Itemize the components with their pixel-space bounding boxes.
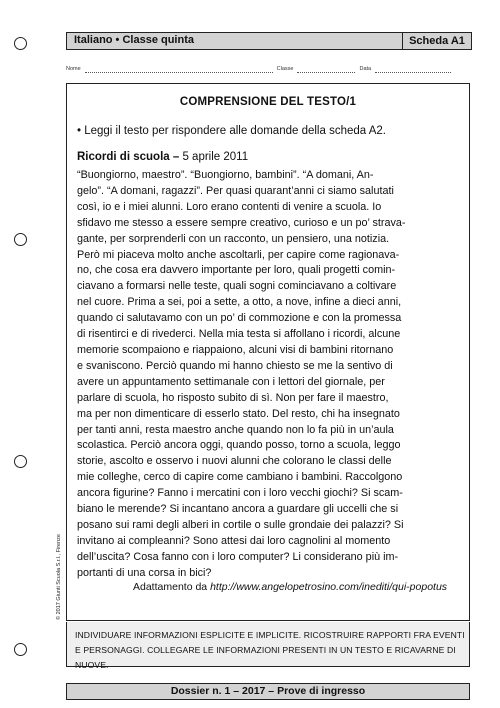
story-line: biano le merende? Si incantano ancora a guardare gli uccelli che si <box>77 503 399 516</box>
story-heading <box>77 151 248 163</box>
story-line: ciavano a formarsi nelle teste, quali sogni cominciavano a coltivare <box>77 280 397 293</box>
story-line: invitano ai compleanni? Sono attesi dai loro cagnolini al momento <box>77 534 391 547</box>
story-line: gante, per sorprenderli con un racconto, un pensiero, una notizia. <box>77 232 390 245</box>
story-line: per tanti anni, resta maestro anche quando non lo fa più in un’aula <box>77 423 394 436</box>
name-field[interactable] <box>85 66 273 73</box>
story-date: 5 aprile 2011 <box>182 151 249 163</box>
story-line: portanti di una corsa in bici? <box>77 566 212 579</box>
story-line: sfidavo me stesso a essere sempre creativo, curioso e un po’ strava- <box>77 216 406 229</box>
date-field[interactable] <box>375 66 451 73</box>
student-fields <box>66 66 470 73</box>
footer-test: Prove di ingresso <box>277 685 366 697</box>
story-line: no, che cosa era davvero importante per loro, quali progetti comin- <box>77 264 396 277</box>
story-line: e svaniscono. Perciò quando mi hanno chiesto se me la sentivo di <box>77 359 393 372</box>
story-line: “Buongiorno, maestro”. “Buongiorno, bambini”. “A domani, An- <box>77 169 374 181</box>
story-line: gelo”. “A domani, ragazzi”. Per quasi quarant’anni ci siamo salutati <box>77 184 394 197</box>
source-label: Adattamento da <box>133 581 208 593</box>
source-url: http://www.angelopetrosino.com/inediti/qui-popotus <box>210 581 448 593</box>
instruction: • Leggi il testo per rispondere alle domande della scheda A2. <box>77 125 386 137</box>
binder-hole-bottom <box>14 643 27 656</box>
story-line: scolastica. Perciò ancora oggi, quando posso, torno a scuola, leggo <box>77 439 401 452</box>
story-line: parlare di scuola, ho risposto subito di sì. Non per fare il maestro, <box>77 391 389 404</box>
reading-box <box>66 83 470 621</box>
story-line: ma per non dimenticare di esserlo stato. Del resto, chi ha insegnato <box>77 407 400 420</box>
story-line: avere un appuntamento settimanale con i lettori del giornale, per <box>77 375 385 388</box>
story-line: di risentirci e di rivederci. Nella mia testa si affollano i ricordi, alcune <box>77 328 401 341</box>
story-line: così, io e i miei alunni. Loro erano contenti di venire a scuola. Io <box>77 200 382 213</box>
story-line: Però mi piaceva molto anche ascoltarli, per capire come ragionava- <box>77 248 400 261</box>
story-line: storie, ascolto e osservo i nuovi alunni che colorano le classi delle <box>77 455 392 468</box>
binder-hole-top <box>14 37 27 50</box>
page-header <box>66 32 472 50</box>
story-line: quando ci salutavamo con un po’ di commozione e con la promessa <box>77 312 402 325</box>
section-title: COMPRENSIONE DEL TESTO/1 <box>179 96 357 108</box>
objectives-text: INDIVIDUARE INFORMAZIONI ESPLICITE E IMPLICITE. RICOSTRUIRE RAPPORTI FRA EVENTI E PERSONAGGI. COLLEGARE LE INFORMAZIONI PRESENTI IN UN TESTO E RICAVARNE DI NUOVE. <box>75 630 465 670</box>
subject-label: Italiano • Classe quinta <box>74 34 194 46</box>
copyright-notice: © 2017 Giunti Scuola S.r.l., Firenze <box>56 534 62 620</box>
page-footer <box>66 683 470 700</box>
objectives-box <box>66 622 470 670</box>
date-label: Data <box>359 66 372 72</box>
story-line: ancora figurine? Fanno i mercatini con i loro vecchi giochi? Si scam- <box>77 487 403 500</box>
footer-dossier: Dossier n. 1 – 2017 – <box>170 685 275 697</box>
sheet-label: Scheda A1 <box>402 33 471 49</box>
story-title: Ricordi di scuola – <box>77 151 180 163</box>
story-line: mie colleghe, cerco di capire come cambiano i bambini. Raccolgono <box>77 471 403 484</box>
story-line: posano sui rami degli alberi in cortile o sulle grondaie dei palazzi? Si <box>77 518 404 531</box>
class-label: Classe <box>276 66 294 72</box>
story-line: dell’uscita? Cosa fanno con i loro computer? Li considerano più im- <box>77 550 399 563</box>
binder-hole-lower <box>14 455 27 468</box>
story-line: nel cuore. Prima a sei, poi a sette, a otto, a nove, infine a dieci anni, <box>77 296 402 309</box>
story-line: memorie scompaiono e riappaiono, alcuni visi di bambini ritornano <box>77 343 394 356</box>
source-attribution <box>133 581 447 593</box>
story-text <box>77 168 461 582</box>
binder-hole-middle <box>14 233 27 246</box>
name-label: Nome <box>66 66 81 72</box>
class-field[interactable] <box>297 66 355 73</box>
